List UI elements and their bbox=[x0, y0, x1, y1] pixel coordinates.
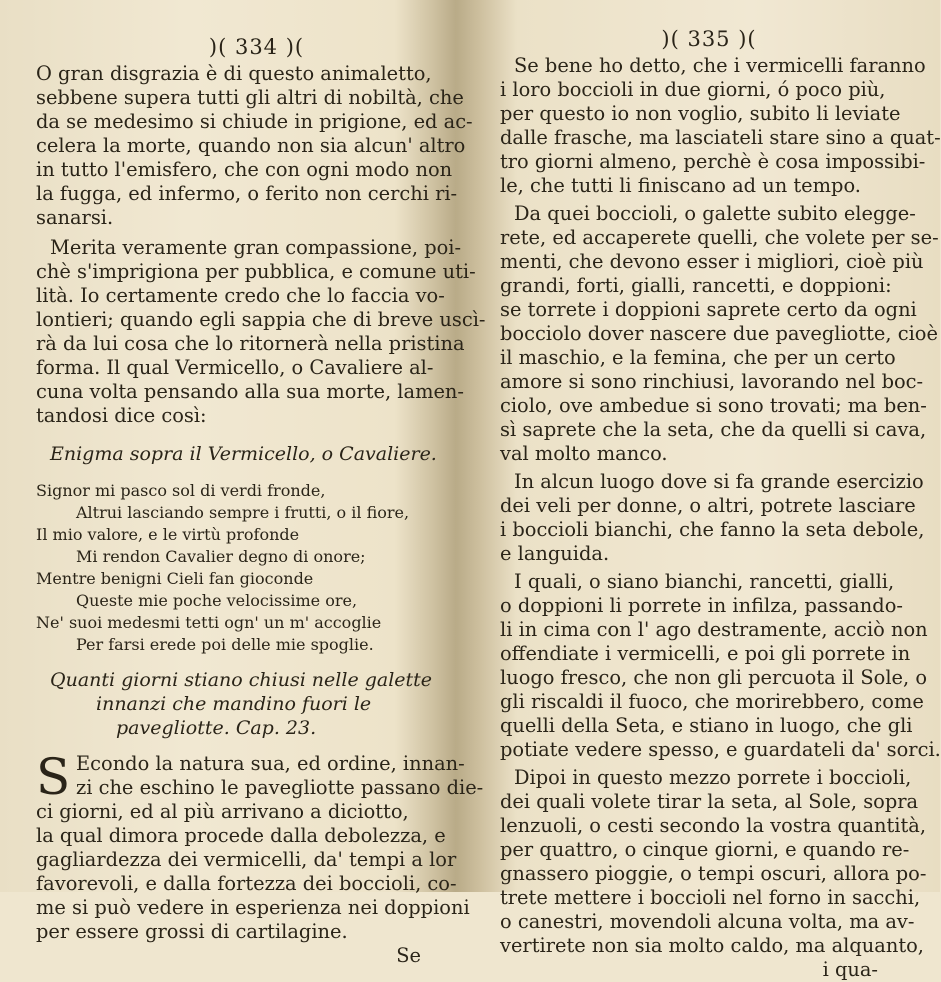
text-line: rà da lui cosa che lo ritornerà nella pristina bbox=[36, 332, 465, 355]
text-line: li in cima con l' ago destramente, acciò non bbox=[500, 618, 928, 641]
text-line: lità. Io certamente credo che lo faccia vo- bbox=[36, 284, 445, 307]
text-line: offendiate i vermicelli, e poi gli porrete in bbox=[500, 642, 911, 665]
left-paragraph-3 bbox=[36, 748, 484, 944]
text-line: celera la morte, quando non sia alcun' altro bbox=[36, 134, 466, 157]
poem-line: Queste mie poche velocissime ore, bbox=[76, 591, 358, 610]
text-line: e languida. bbox=[500, 542, 610, 565]
text-line: i boccioli bianchi, che fanno la seta debole, bbox=[500, 518, 925, 541]
poem-line: Ne' suoi medesmi tetti ogn' un m' accoglie bbox=[36, 613, 382, 632]
text-line: I quali, o siano bianchi, rancetti, gialli, bbox=[514, 570, 895, 593]
text-line: gagliardezza dei vermicelli, da' tempi a lor bbox=[36, 848, 457, 871]
text-line: lontieri; quando egli sappia che di breve uscì- bbox=[36, 308, 486, 331]
text-line: In alcun luogo dove si fa grande esercizio bbox=[514, 470, 924, 493]
text-line: bocciolo dover nascere due pavegliotte, cioè bbox=[500, 322, 938, 345]
text-line: gli riscaldi il fuoco, che morirebbero, come bbox=[500, 690, 924, 713]
text-line: sebbene supera tutti gli altri di nobiltà, che bbox=[36, 86, 464, 109]
text-line: la fugga, ed infermo, o ferito non cerchi ri- bbox=[36, 182, 458, 205]
text-line: amore si sono rinchiusi, lavorando nel boc- bbox=[500, 370, 924, 393]
text-line: Da quei boccioli, o galette subito elegge- bbox=[514, 202, 916, 225]
text-line: forma. Il qual Vermicello, o Cavaliere al- bbox=[36, 356, 434, 379]
text-line: lenzuoli, o cesti secondo la vostra quantità, bbox=[500, 814, 927, 837]
text-line: rete, ed accaperete quelli, che volete per se- bbox=[500, 226, 939, 249]
left-catchword: Se bbox=[396, 944, 421, 967]
text-line: zi che eschino le pavegliotte passano die- bbox=[76, 776, 484, 799]
text-line: vertirete non sia molto caldo, ma alquanto, bbox=[500, 934, 924, 957]
text-line: Econdo la natura sua, ed ordine, innan- bbox=[76, 752, 465, 775]
poem bbox=[36, 480, 437, 656]
drop-cap: S bbox=[36, 748, 71, 806]
text-line: luogo fresco, che non gli percuota il Sole, o bbox=[500, 666, 928, 689]
right-catchword: i qua- bbox=[822, 958, 878, 981]
text-line: dalle frasche, ma lasciateli stare sino a quat- bbox=[500, 126, 941, 149]
text-line: cuna volta pensando alla sua morte, lamen- bbox=[36, 380, 464, 403]
text-line: ciolo, ove ambedue si sono trovati; ma ben- bbox=[500, 394, 927, 417]
text-line: se torrete i doppioni saprete certo da ogni bbox=[500, 298, 917, 321]
right-paragraph-4 bbox=[500, 570, 941, 762]
text-line: o canestri, movendoli alcuna volta, ma av- bbox=[500, 910, 915, 933]
poem-line: Per farsi erede poi delle mie spoglie. bbox=[76, 635, 374, 654]
text-line: ci giorni, ed al più arrivano a diciotto, bbox=[36, 800, 409, 823]
right-paragraph-3 bbox=[500, 470, 925, 566]
text-line: Dipoi in questo mezzo porrete i boccioli, bbox=[514, 766, 912, 789]
chapter-title-line: innanzi che mandino fuori le bbox=[96, 693, 372, 715]
text-line: le, che tutti li finiscano ad un tempo. bbox=[500, 174, 861, 197]
text-line: gnassero pioggie, o tempi oscuri, allora po- bbox=[500, 862, 927, 885]
text-line: per essere grossi di cartilagine. bbox=[36, 920, 348, 943]
right-page bbox=[488, 0, 941, 981]
text-line: in tutto l'emisfero, che con ogni modo non bbox=[36, 158, 453, 181]
text-line: potiate vedere spesso, e guardateli da' sorci. bbox=[500, 738, 941, 761]
text-line: O gran disgrazia è di questo animaletto, bbox=[36, 62, 432, 85]
text-line: per quattro, o cinque giorni, e quando re- bbox=[500, 838, 910, 861]
text-line: dei veli per donne, o altri, potrete lasciare bbox=[500, 494, 916, 517]
text-line: Merita veramente gran compassione, poi- bbox=[50, 236, 462, 259]
right-paragraph-5 bbox=[500, 766, 927, 958]
text-line: tro giorni almeno, perchè è cosa impossibi- bbox=[500, 150, 926, 173]
chapter-title-line: pavegliotte. Cap. 23. bbox=[116, 717, 317, 739]
poem-line: Mentre benigni Cieli fan gioconde bbox=[36, 569, 314, 588]
text-line: val molto manco. bbox=[500, 442, 668, 465]
text-line: dei quali volete tirar la seta, al Sole, sopra bbox=[500, 790, 919, 813]
text-line: grandi, forti, gialli, rancetti, e doppioni: bbox=[500, 274, 892, 297]
right-page-number: )( 335 )( bbox=[661, 27, 757, 51]
chapter-title-line: Quanti giorni stiano chiusi nelle galette bbox=[50, 669, 433, 691]
text-line: la qual dimora procede dalla debolezza, e bbox=[36, 824, 446, 847]
text-line: me si può vedere in esperienza nei doppioni bbox=[36, 896, 470, 919]
text-line: i loro boccioli in due giorni, ó poco più, bbox=[500, 78, 886, 101]
text-line: menti, che devono esser i migliori, cioè più bbox=[500, 250, 924, 273]
text-line: favorevoli, e dalla fortezza dei boccioli, co- bbox=[36, 872, 457, 895]
left-page-number: )( 334 )( bbox=[208, 35, 305, 59]
text-line: tandosi dice così: bbox=[36, 404, 207, 427]
left-paragraph-2 bbox=[36, 236, 486, 428]
poem-line: Il mio valore, e le virtù profonde bbox=[36, 525, 300, 544]
text-line: per questo io non voglio, subito li leviate bbox=[500, 102, 901, 125]
right-paragraph-1 bbox=[500, 54, 941, 198]
poem-line: Mi rendon Cavalier degno di onore; bbox=[76, 547, 366, 566]
left-paragraph-1 bbox=[36, 62, 473, 230]
text-line: chè s'imprigiona per pubblica, e comune uti- bbox=[36, 260, 476, 283]
poem-line: Signor mi pasco sol di verdi fronde, bbox=[36, 481, 326, 500]
text-line: sì saprete che la seta, che da quelli si cava, bbox=[500, 418, 927, 441]
text-line: quelli della Seta, e stiano in luogo, che gli bbox=[500, 714, 913, 737]
right-paragraph-2 bbox=[500, 202, 939, 466]
text-line: sanarsi. bbox=[36, 206, 114, 229]
text-line: da se medesimo si chiude in prigione, ed ac- bbox=[36, 110, 473, 133]
text-line: trete mettere i boccioli nel forno in sacchi, bbox=[500, 886, 921, 909]
text-line: Se bene ho detto, che i vermicelli faranno bbox=[514, 54, 926, 77]
chapter-title bbox=[36, 668, 437, 740]
text-line: o doppioni li porrete in infilza, passando- bbox=[500, 594, 903, 617]
enigma-title: Enigma sopra il Vermicello, o Cavaliere. bbox=[50, 443, 437, 465]
text-line: il maschio, e la femina, che per un certo bbox=[500, 346, 896, 369]
poem-line: Altrui lasciando sempre i frutti, o il fiore, bbox=[76, 503, 410, 522]
